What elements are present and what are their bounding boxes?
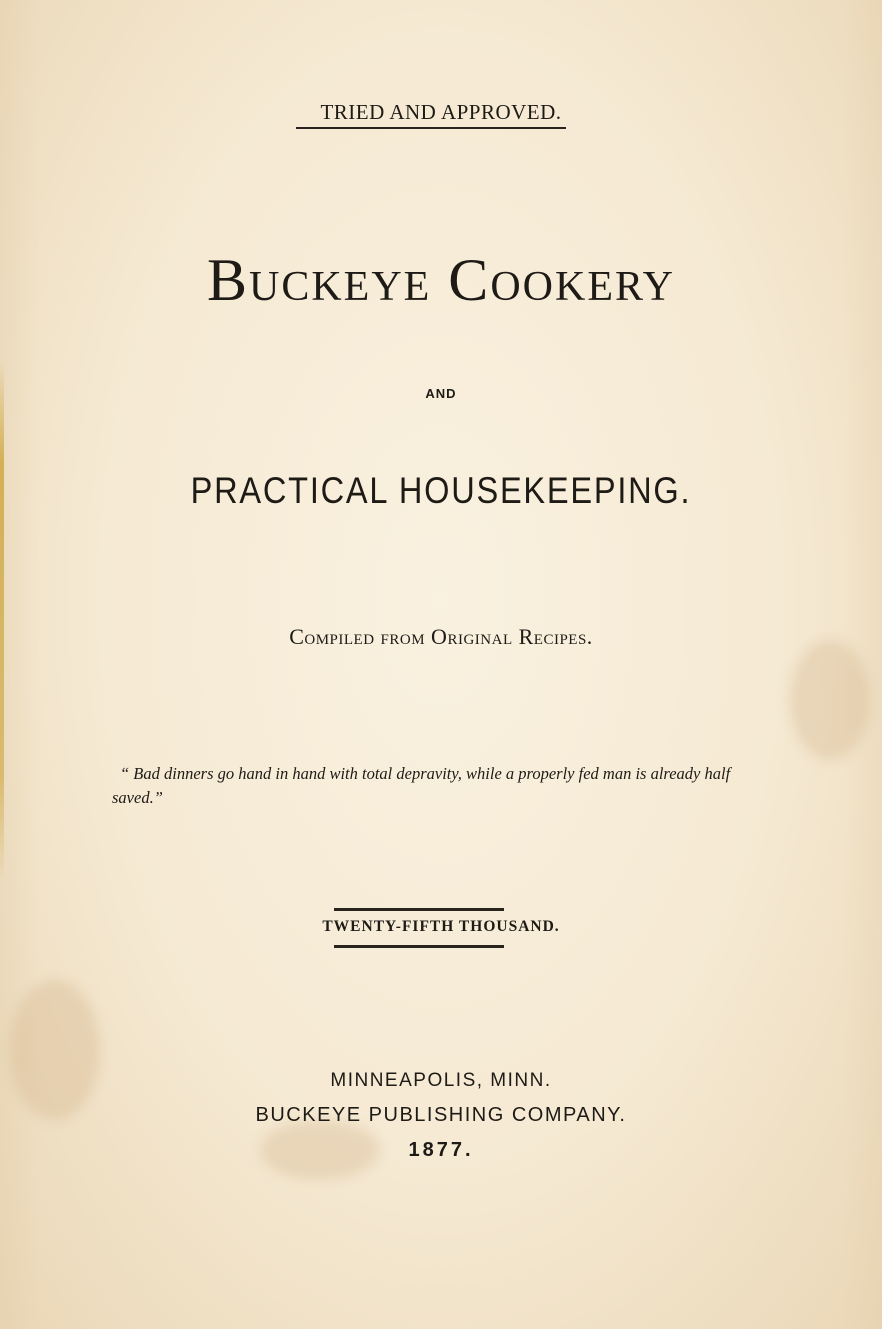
book-subtitle: PRACTICAL HOUSEKEEPING. <box>190 470 692 511</box>
header-label: TRIED AND APPROVED. <box>320 100 562 124</box>
compiled-note: Compiled from Original Recipes. <box>289 624 593 649</box>
edition-rule-bottom <box>334 945 504 948</box>
edition-rule-top <box>334 908 504 911</box>
title-conjunction: AND <box>425 386 457 401</box>
header-underline <box>296 127 566 129</box>
imprint-year: 1877. <box>408 1139 474 1161</box>
imprint-publisher: BUCKEYE PUBLISHING COMPANY. <box>255 1104 627 1126</box>
edition-label: TWENTY-FIFTH THOUSAND. <box>322 918 560 935</box>
spine-stain <box>0 360 4 880</box>
epigraph: “ Bad dinners go hand in hand with total depravity, while a properly fed man is already half saved.” <box>112 764 731 807</box>
book-title: Buckeye Cookery <box>206 247 676 313</box>
imprint-city: MINNEAPOLIS, MINN. <box>330 1070 552 1091</box>
paper-stain <box>790 640 870 760</box>
paper-stain <box>10 980 100 1120</box>
